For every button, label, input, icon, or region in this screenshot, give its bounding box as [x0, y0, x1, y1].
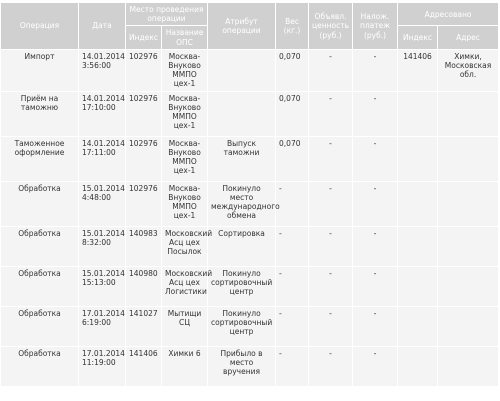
- cell-addr: [438, 346, 499, 386]
- cell-ops: Москва-Внуково ММПО цех-1: [162, 91, 208, 136]
- cell-date: 17.01.2014: [82, 348, 125, 358]
- col-header-date: Дата: [79, 3, 126, 50]
- cell-datetime: [79, 346, 126, 386]
- col-header-weight: Вес (кг.): [276, 3, 309, 50]
- cell-cod: -: [353, 181, 398, 226]
- cell-date: 15.01.2014: [82, 228, 125, 238]
- table-row: [1, 136, 499, 181]
- cell-addr: [438, 306, 499, 346]
- cell-index: 102976: [126, 91, 162, 136]
- tracking-table: [0, 2, 499, 387]
- cell-time: 4:48:00: [82, 192, 111, 202]
- col-header-declared-value: Объявл. ценность (руб.): [309, 3, 353, 50]
- cell-time: 17:10:00: [82, 102, 116, 112]
- cell-cod: -: [353, 226, 398, 266]
- cell-datetime: [79, 136, 126, 181]
- cell-weight: -: [276, 306, 309, 346]
- cell-value: -: [309, 49, 353, 91]
- table-row: [1, 346, 499, 386]
- cell-attribute: Покинуло сортировочный центр: [208, 266, 276, 306]
- cell-operation: Приём на таможню: [1, 91, 79, 136]
- cell-ops: Москва-Внуково ММПО цех-1: [162, 136, 208, 181]
- cell-time: 17:11:00: [82, 147, 116, 157]
- cell-value: -: [309, 91, 353, 136]
- col-header-attribute: Атрибут операции: [208, 3, 276, 50]
- cell-datetime: [79, 181, 126, 226]
- cell-datetime: [79, 306, 126, 346]
- cell-index: 141406: [126, 346, 162, 386]
- cell-cod: -: [353, 136, 398, 181]
- cell-index: 140980: [126, 266, 162, 306]
- cell-addr: [438, 266, 499, 306]
- cell-addr: [438, 226, 499, 266]
- cell-cod: -: [353, 346, 398, 386]
- cell-addr-index: 141406: [398, 49, 438, 91]
- cell-time: 8:32:00: [82, 237, 111, 247]
- cell-date: 15.01.2014: [82, 268, 125, 278]
- cell-value: -: [309, 136, 353, 181]
- cell-operation: Импорт: [1, 49, 79, 91]
- cell-operation: Обработка: [1, 226, 79, 266]
- cell-weight: 0,070: [276, 136, 309, 181]
- cell-cod: -: [353, 306, 398, 346]
- cell-weight: 0,070: [276, 49, 309, 91]
- cell-time: 15:13:00: [82, 277, 116, 287]
- cell-operation: Обработка: [1, 306, 79, 346]
- cell-addr: Химки, Московская обл.: [438, 49, 499, 91]
- cell-datetime: [79, 226, 126, 266]
- cell-attribute: Прибыло в место вручения: [208, 346, 276, 386]
- col-header-addr-address: Адрес: [438, 26, 499, 49]
- cell-time: 6:19:00: [82, 317, 111, 327]
- col-header-ops-name: Название ОПС: [162, 26, 208, 49]
- cell-addr-index: [398, 181, 438, 226]
- cell-weight: -: [276, 346, 309, 386]
- table-row: [1, 91, 499, 136]
- cell-date: 14.01.2014: [82, 138, 125, 148]
- cell-time: 11:19:00: [82, 357, 116, 367]
- col-header-place: Место проведения операции: [126, 3, 208, 26]
- cell-attribute: Покинуло сортировочный центр: [208, 306, 276, 346]
- cell-value: -: [309, 306, 353, 346]
- col-header-addr-index: Индекс: [398, 26, 438, 49]
- cell-addr: [438, 181, 499, 226]
- cell-weight: -: [276, 266, 309, 306]
- cell-value: -: [309, 226, 353, 266]
- col-header-addressed: Адресовано: [398, 3, 499, 26]
- col-header-index: Индекс: [126, 26, 162, 49]
- cell-cod: -: [353, 266, 398, 306]
- cell-addr-index: [398, 346, 438, 386]
- cell-value: -: [309, 346, 353, 386]
- table-row: [1, 226, 499, 266]
- table-header-row: [1, 3, 499, 26]
- cell-time: 3:56:00: [82, 61, 111, 71]
- cell-ops: Химки 6: [162, 346, 208, 386]
- cell-index: 141027: [126, 306, 162, 346]
- cell-date: 14.01.2014: [82, 93, 125, 103]
- cell-ops: Москва-Внуково ММПО цех-1: [162, 181, 208, 226]
- cell-ops: Москва-Внуково ММПО цех-1: [162, 49, 208, 91]
- cell-addr-index: [398, 306, 438, 346]
- cell-index: 102976: [126, 181, 162, 226]
- cell-date: 15.01.2014: [82, 183, 125, 193]
- cell-attribute: Сортировка: [208, 226, 276, 266]
- cell-ops: Московский Асц цех Логистики: [162, 266, 208, 306]
- table-row: [1, 306, 499, 346]
- cell-weight: -: [276, 226, 309, 266]
- cell-index: 102976: [126, 136, 162, 181]
- cell-operation: Обработка: [1, 346, 79, 386]
- cell-operation: Обработка: [1, 181, 79, 226]
- table-row: [1, 266, 499, 306]
- cell-attribute: [208, 91, 276, 136]
- table-row: [1, 49, 499, 91]
- cell-addr-index: [398, 226, 438, 266]
- cell-value: -: [309, 266, 353, 306]
- cell-addr-index: [398, 136, 438, 181]
- cell-operation: Обработка: [1, 266, 79, 306]
- cell-datetime: [79, 49, 126, 91]
- cell-index: 140983: [126, 226, 162, 266]
- cell-date: 17.01.2014: [82, 308, 125, 318]
- table-row: [1, 181, 499, 226]
- cell-ops: Мытищи СЦ: [162, 306, 208, 346]
- cell-addr-index: [398, 91, 438, 136]
- cell-value: -: [309, 181, 353, 226]
- cell-cod: -: [353, 49, 398, 91]
- cell-weight: -: [276, 181, 309, 226]
- cell-attribute: [208, 49, 276, 91]
- cell-attribute: Выпуск таможни: [208, 136, 276, 181]
- cell-addr-index: [398, 266, 438, 306]
- col-header-cod: Налож. платеж (руб.): [353, 3, 398, 50]
- cell-weight: 0,070: [276, 91, 309, 136]
- cell-cod: -: [353, 91, 398, 136]
- cell-addr: [438, 91, 499, 136]
- cell-operation: Таможенное оформление: [1, 136, 79, 181]
- cell-datetime: [79, 91, 126, 136]
- cell-datetime: [79, 266, 126, 306]
- cell-ops: Московский Асц цех Посылок: [162, 226, 208, 266]
- cell-addr: [438, 136, 499, 181]
- col-header-operation: Операция: [1, 3, 79, 50]
- cell-index: 102976: [126, 49, 162, 91]
- cell-attribute: Покинуло место международного обмена: [208, 181, 276, 226]
- cell-date: 14.01.2014: [82, 51, 125, 61]
